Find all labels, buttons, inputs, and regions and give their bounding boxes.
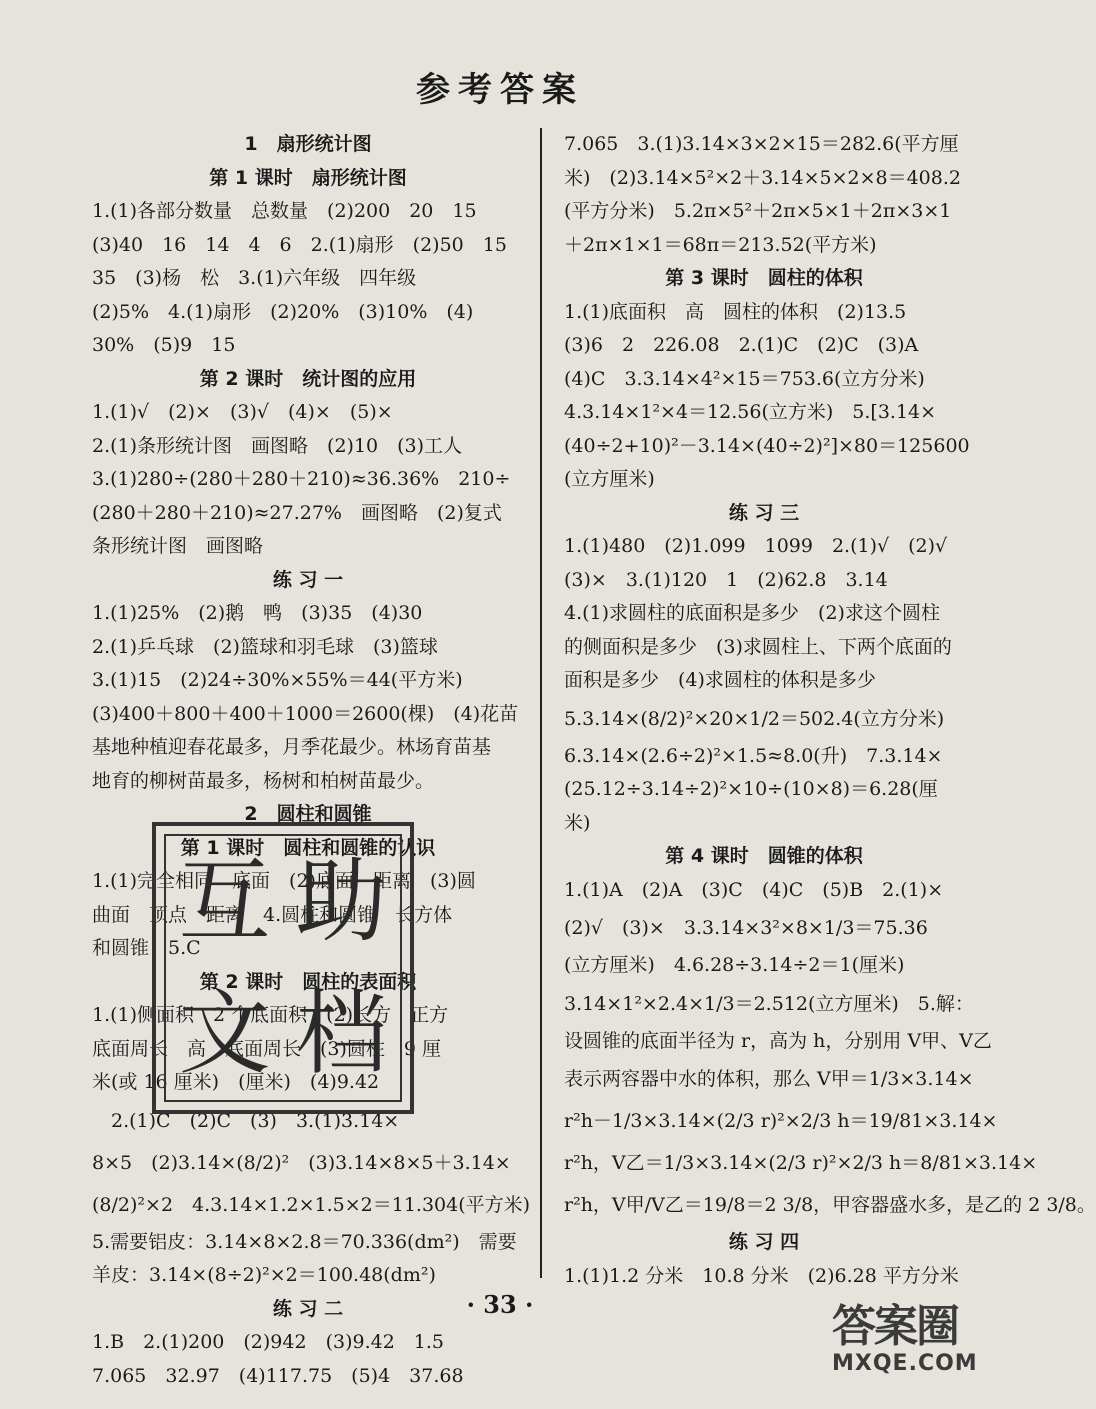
answer-line: 3.(1)280÷(280＋280＋210)≈36.36% 210÷ [92,468,511,490]
answer-line: 1.(1)480 (2)1.099 1099 2.(1)√ (2)√ [564,535,948,557]
answer-line: 的侧面积是多少 (3)求圆柱上、下两个底面的 [564,635,952,658]
answer-line: 设圆锥的底面半径为 r，高为 h，分别用 V甲、V乙 [564,1029,992,1052]
answer-line: 4.3.14×1²×4＝12.56(立方米) 5.[3.14× [564,401,937,423]
answer-line: 1.(1)完全相同 底面 (2)底面 距离 (3)圆 [92,870,476,892]
answer-line: (立方厘米) [564,468,655,490]
section-heading: 2 圆柱和圆锥 [244,803,372,825]
answer-line: 和圆锥 5.C [92,937,201,959]
section-heading: 第 2 课时 圆柱的表面积 [199,970,417,993]
answer-line: (2)5% 4.(1)扇形 (2)20% (3)10% (4) [92,300,474,323]
answer-line: (3)6 2 226.08 2.(1)C (2)C (3)A [564,334,919,356]
watermark-logo [832,1303,982,1381]
answer-line: (平方分米) 5.2π×5²＋2π×5×1＋2π×3×1 [564,200,952,222]
answer-line: 曲面 顶点 距离 4.圆柱和圆锥 长方体 [92,903,453,926]
answer-line: ＋2π×1×1＝68π＝213.52(平方米) [564,233,877,256]
answer-line: (4)C 3.3.14×4²×15＝753.6(立方分米) [564,367,925,390]
answer-line: 1.(1)25% (2)鹅 鸭 (3)35 (4)30 [92,602,423,624]
answer-line: r²h，V乙＝1/3×3.14×(2/3 r)²×2/3 h＝8/81×3.14× [564,1152,1038,1174]
answer-line: (3)40 16 14 4 6 2.(1)扇形 (2)50 15 [92,233,507,256]
section-heading: 第 4 课时 圆锥的体积 [665,845,863,867]
answer-line: 1.(1)侧面积 2 个底面积 (2)长方 正方 [92,1004,449,1026]
answer-line: 5.3.14×(8/2)²×20×1/2＝502.4(立方分米) [564,707,945,730]
answer-line: 7.065 3.(1)3.14×3×2×15＝282.6(平方厘 [564,133,959,155]
answer-line: 米) [564,811,591,834]
answer-line: 3.(1)15 (2)24÷30%×55%＝44(平方米) [92,669,463,691]
answer-line: 表示两容器中水的体积，那么 V甲＝1/3×3.14× [564,1068,974,1090]
answer-line: (280＋280＋210)≈27.27% 画图略 (2)复式 [92,501,502,524]
section-heading: 练 习 四 [728,1231,800,1253]
page-number: · 33 · [466,1290,534,1319]
answer-line: (25.12÷3.14÷2)²×10÷(10×8)＝6.28(厘 [564,778,938,800]
answer-line: 1.(1)A (2)A (3)C (4)C (5)B 2.(1)× [564,878,944,901]
answer-line: 面积是多少 (4)求圆柱的体积是多少 [564,669,876,691]
section-heading: 练 习 一 [272,568,344,591]
answer-line: 1.B 2.(1)200 (2)942 (3)9.42 1.5 [92,1331,445,1353]
answer-line: 35 (3)杨 松 3.(1)六年级 四年级 [92,267,417,289]
watermark-main: 答案圈 [832,1301,958,1352]
answer-line: (立方厘米) 4.6.28÷3.14÷2＝1(厘米) [564,954,905,976]
column-divider [540,128,542,1278]
answer-line: 地育的柳树苗最多，杨树和柏树苗最少。 [92,769,435,792]
answer-line: 基地种植迎春花最多，月季花最少。林场育苗基 [92,736,492,758]
answer-line: 米) (2)3.14×5²×2＋3.14×5×2×8＝408.2 [564,166,961,189]
stamp-character: 档 [295,980,388,1087]
section-heading: 练 习 三 [728,501,800,524]
answer-line: 2.(1)条形统计图 画图略 (2)10 (3)工人 [92,434,463,457]
page-title: 参考答案 [416,70,584,110]
answer-line: 30% (5)9 15 [92,334,236,356]
answer-line: 1.(1)底面积 高 圆柱的体积 (2)13.5 [564,300,907,323]
answer-line: r²h－1/3×3.14×(2/3 r)²×2/3 h＝19/81×3.14× [564,1110,998,1132]
section-heading: 1 扇形统计图 [244,133,372,155]
section-heading: 练 习 二 [272,1297,344,1320]
answer-line: (3)× 3.(1)120 1 (2)62.8 3.14 [564,568,888,591]
section-heading: 第 2 课时 统计图的应用 [199,367,417,390]
left-column [92,128,531,1393]
answer-line: (8/2)²×2 4.3.14×1.2×1.5×2＝11.304(平方米) [92,1193,531,1216]
answer-line: (2)√ (3)× 3.3.14×3²×8×1/3＝75.36 [564,917,928,939]
answer-line: 6.3.14×(2.6÷2)²×1.5≈8.0(升) 7.3.14× [564,744,943,767]
stamp-character: 助 [295,848,388,955]
answer-line: 3.14×1²×2.4×1/3＝2.512(立方厘米) 5.解： [564,992,974,1015]
section-heading: 第 1 课时 圆柱和圆锥的认识 [180,836,436,859]
stamp-seal [152,822,414,1114]
answer-line: 8×5 (2)3.14×(8/2)² (3)3.14×8×5＋3.14× [92,1151,511,1174]
answer-line: 2.(1)乒乓球 (2)篮球和羽毛球 (3)篮球 [92,635,438,658]
section-heading: 第 1 课时 扇形统计图 [209,166,407,189]
answer-line: 7.065 32.97 (4)117.75 (5)4 37.68 [92,1364,464,1387]
section-heading: 第 3 课时 圆柱的体积 [665,267,863,289]
answer-line: 米(或 16 厘米) (厘米) (4)9.42 [92,1071,380,1093]
answer-line: 1.(1)1.2 分米 10.8 分米 (2)6.28 平方分米 [564,1264,959,1287]
answer-line: 4.(1)求圆柱的底面积是多少 (2)求这个圆柱 [564,602,940,624]
stamp-character: 互 [178,848,271,955]
answer-line: 5.需要铝皮：3.14×8×2.8＝70.336(dm²) 需要 [92,1230,517,1253]
right-column [564,128,1096,1293]
answer-line: 1.(1)各部分数量 总数量 (2)200 20 15 [92,200,477,222]
watermark-url: MXQE.COM [832,1351,978,1376]
answer-line: 底面周长 高 底面周长 (3)圆柱 9 厘 [92,1037,442,1060]
answer-line: 羊皮：3.14×(8÷2)²×2＝100.48(dm²) [92,1264,436,1286]
stamp-character: 文 [178,980,271,1087]
answer-line: (40÷2+10)²－3.14×(40÷2)²]×80＝125600 [564,434,970,457]
answer-line: (3)400＋800＋400＋1000＝2600(棵) (4)花苗 [92,702,519,725]
answer-line: 1.(1)√ (2)× (3)√ (4)× (5)× [92,401,393,423]
answer-line: 条形统计图 画图略 [92,535,264,557]
answer-line: 2.(1)C (2)C (3) 3.(1)3.14× [92,1109,400,1132]
answer-line: r²h，V甲/V乙＝19/8＝2 3/8，甲容器盛水多，是乙的 2 3/8。 [564,1194,1096,1216]
